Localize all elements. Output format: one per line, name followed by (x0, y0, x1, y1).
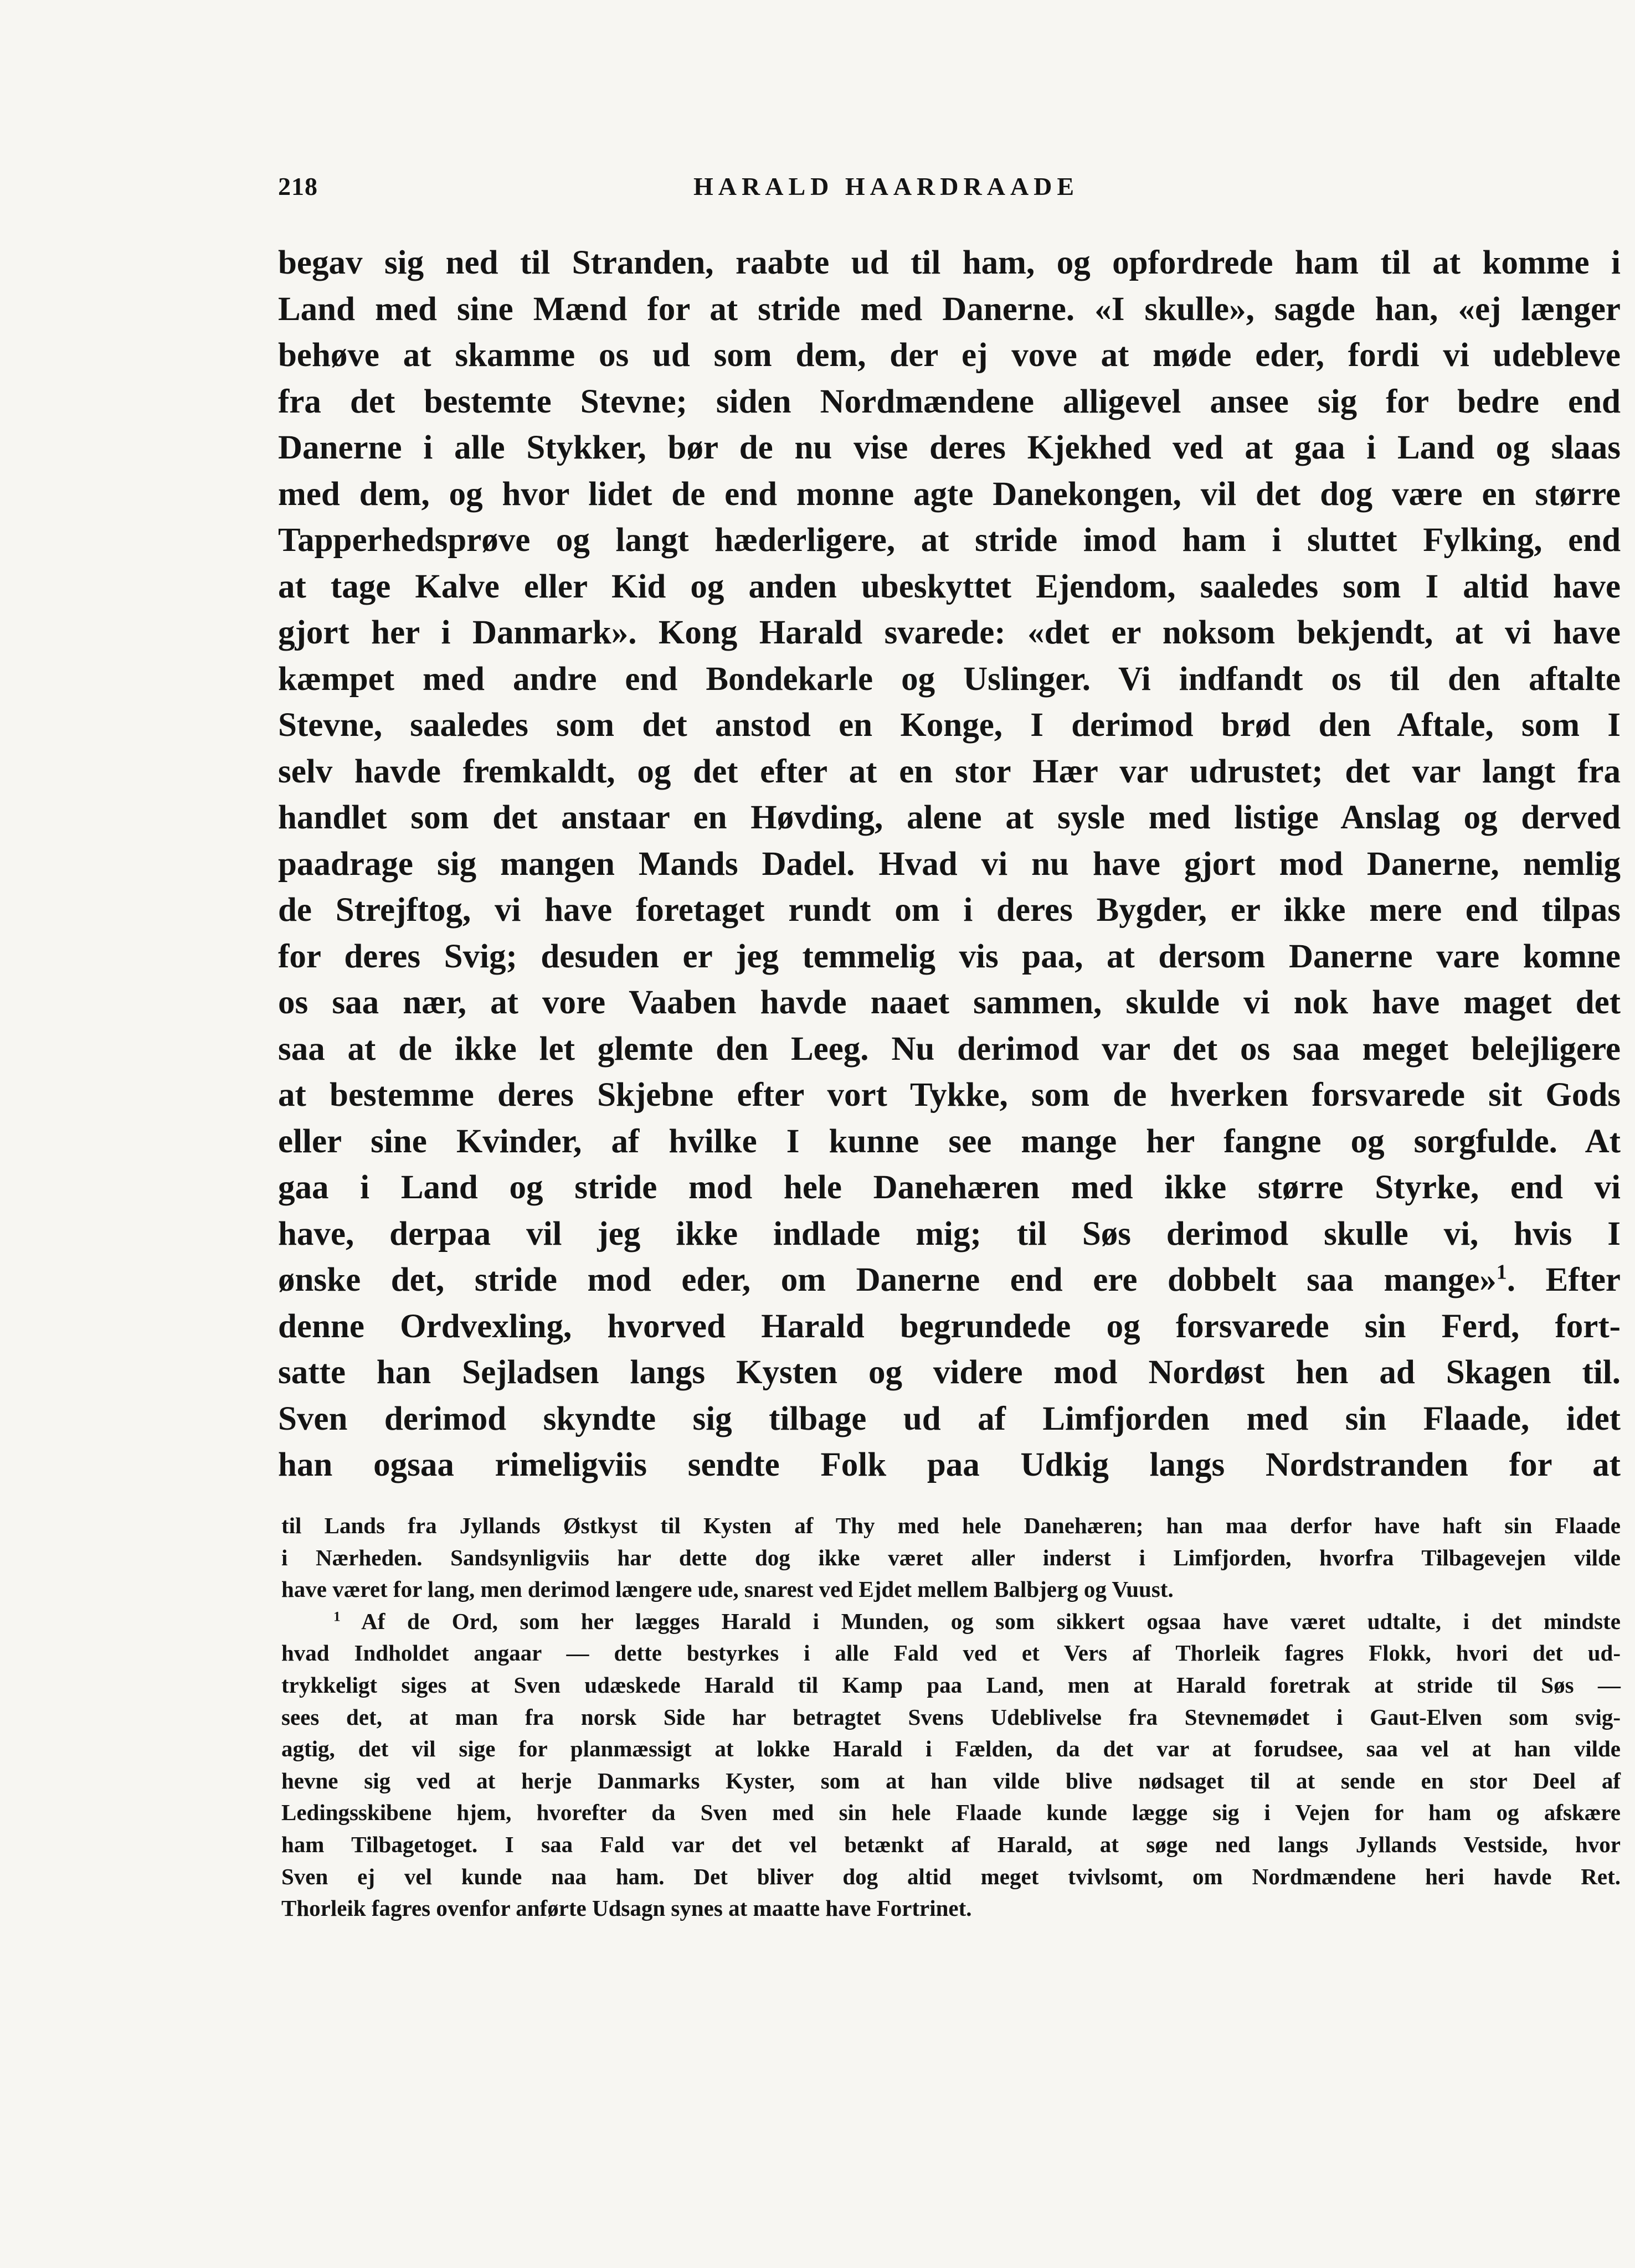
footnote-line: Sven ej vel kunde naa ham. Det bliver dog altid meget tvivlsomt, om Nordmændene heri havde Ret. (281, 1863, 1621, 1889)
footnote-line: have været for lang, men derimod længere ude, snarest ved Ejdet mellem Balbjerg og Vuust. (281, 1576, 1174, 1602)
text-line: kæmpet med andre end Bondekarle og Uslinger. Vi indfandt os til den aftalte (278, 660, 1621, 698)
text-line: Stevne, saaledes som det anstod en Konge, I derimod brød den Aftale, som I (278, 707, 1621, 744)
footnote-marker: 1 (333, 1609, 341, 1625)
text-line-part: . Efter (1507, 1261, 1621, 1298)
footnotes (281, 1510, 1621, 1925)
text-line: for deres Svig; desuden er jeg temmelig vis paa, at dersom Danerne vare komne (278, 937, 1621, 975)
text-line: eller sine Kvinder, af hvilke I kunne see mange her fangne og sorgfulde. At (278, 1122, 1621, 1160)
text-line: at tage Kalve eller Kid og anden ubeskyttet Ejendom, saaledes som I altid have (278, 568, 1621, 605)
text-line: med dem, og hvor lidet de end monne agte Danekongen, vil det dog være en større (278, 475, 1621, 513)
text-line: han ogsaa rimeligviis sendte Folk paa Udkig langs Nordstranden for at (278, 1446, 1621, 1483)
text-line: gaa i Land og stride mod hele Danehæren med ikke større Styrke, end vi (278, 1169, 1621, 1206)
footnote-line: hvad Indholdet angaar — dette bestyrkes i alle Fald ved et Vers af Thorleik fagres Flokk, hvori det ud- (281, 1640, 1621, 1666)
text-line: Land med sine Mænd for at stride med Danerne. «I skulle», sagde han, «ej længer (278, 290, 1621, 328)
text-line-part: ønske det, stride mod eder, om Danerne end ere dobbelt saa mange» (278, 1261, 1497, 1298)
footnote-line: hevne sig ved at herje Danmarks Kyster, som at han vilde blive nødsaget til at sende en stor Deel af (281, 1767, 1621, 1793)
footnote-line-text: Af de Ord, som her lægges Harald i Munden, og som sikkert ogsaa have været udtalte, i det mindste (361, 1608, 1621, 1634)
text-line: Sven derimod skyndte sig tilbage ud af Limfjorden med sin Flaade, idet (278, 1400, 1621, 1437)
text-line: saa at de ikke let glemte den Leeg. Nu derimod var det os saa meget belejligere (278, 1030, 1621, 1068)
text-line: paadrage sig mangen Mands Dadel. Hvad vi nu have gjort mod Danerne, nemlig (278, 845, 1621, 883)
text-line: denne Ordvexling, hvorved Harald begrundede og forsvarede sin Ferd, fort- (278, 1307, 1621, 1345)
text-line: at bestemme deres Skjebne efter vort Tykke, som de hverken forsvarede sit Gods (278, 1076, 1621, 1114)
text-line: os saa nær, at vore Vaaben havde naaet sammen, skulde vi nok have maget det (278, 984, 1621, 1021)
text-line: Tapperhedsprøve og langt hæderligere, at stride imod ham i sluttet Fylking, end (278, 522, 1621, 559)
footnote-line: Thorleik fagres ovenfor anførte Udsagn synes at maatte have Fortrinet. (281, 1895, 972, 1921)
page-number: 218 (278, 172, 318, 200)
text-line: fra det bestemte Stevne; siden Nordmændene alligevel ansee sig for bedre end (278, 383, 1621, 420)
footnote-line: trykkeligt siges at Sven udæskede Harald til Kamp paa Land, men at Harald foretrak at stride til Søs — (281, 1672, 1621, 1698)
footnote-line: sees det, at man fra norsk Side har betragtet Svens Udeblivelse fra Stevnemødet i Gaut-Elven som svig- (281, 1704, 1621, 1730)
text-line: gjort her i Danmark». Kong Harald svarede: «det er noksom bekjendt, at vi have (278, 614, 1621, 651)
footnote-line: i Nærheden. Sandsynligviis har dette dog ikke været aller inderst i Limfjorden, hvorfra Tilbagevejen vilde (281, 1544, 1621, 1570)
footnote-line: Ledingsskibene hjem, hvorefter da Sven med sin hele Flaade kunde lægge sig i Vejen for ham og afskære (281, 1800, 1621, 1826)
text-line: begav sig ned til Stranden, raabte ud til ham, og opfordrede ham til at komme i (278, 244, 1621, 281)
footnote-line: agtig, det vil sige for planmæssigt at lokke Harald i Fælden, da det var at forudsee, saa vel at han vilde (281, 1736, 1621, 1762)
text-line: have, derpaa vil jeg ikke indlade mig; til Søs derimod skulle vi, hvis I (278, 1215, 1621, 1252)
page-header (278, 172, 1621, 205)
footnote-line: ham Tilbagetoget. I saa Fald var det vel betænkt af Harald, at søge ned langs Jyllands Vestside, hvor (281, 1831, 1621, 1857)
text-line: Danerne i alle Stykker, bør de nu vise deres Kjekhed ved at gaa i Land og slaas (278, 429, 1621, 466)
footnote-line: til Lands fra Jyllands Østkyst til Kysten af Thy med hele Danehæren; han maa derfor have haft sin Flaade (281, 1513, 1621, 1538)
running-title: HARALD HAARDRAADE (693, 172, 1079, 200)
text-line: behøve at skamme os ud som dem, der ej vove at møde eder, fordi vi udebleve (278, 337, 1621, 374)
text-line: de Strejftog, vi have foretaget rundt om i deres Bygder, er ikke mere end tilpas (278, 891, 1621, 929)
text-line: handlet som det anstaar en Høvding, alene at sysle med listige Anslag og derved (278, 799, 1621, 836)
footnote-reference: 1 (1496, 1260, 1507, 1284)
main-text (278, 240, 1621, 1488)
text-line (278, 1257, 1621, 1303)
text-line: satte han Sejladsen langs Kysten og videre mod Nordøst hen ad Skagen til. (278, 1354, 1621, 1391)
text-line: selv havde fremkaldt, og det efter at en stor Hær var udrustet; det var langt fra (278, 752, 1621, 790)
footnote-line (281, 1606, 1621, 1638)
